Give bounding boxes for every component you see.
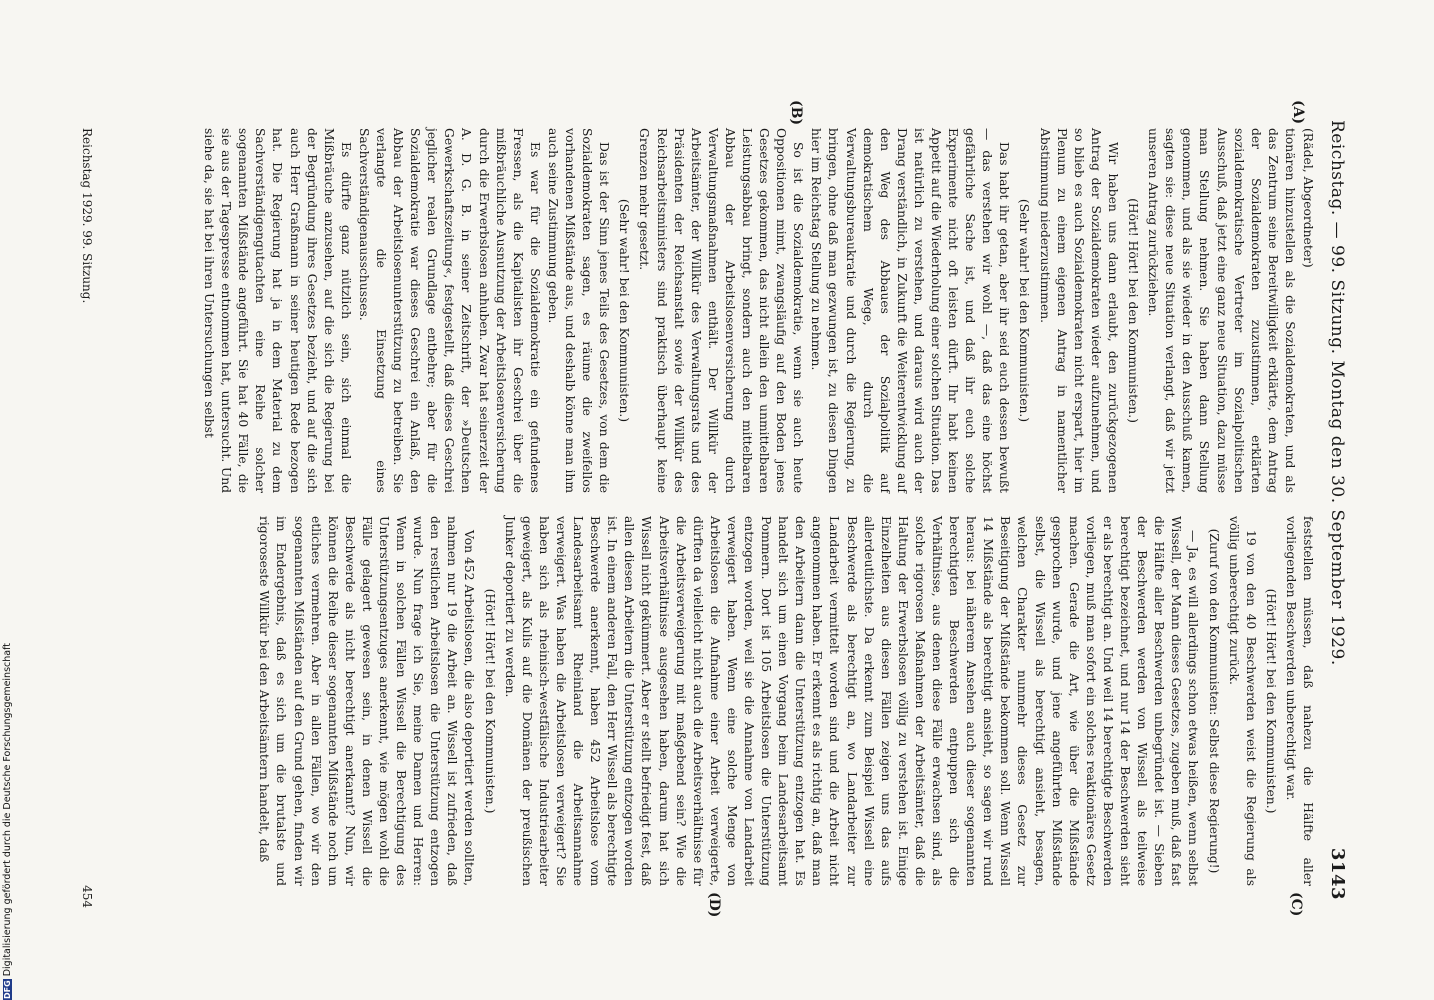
interjection: (Hört! Hört! bei den Kommunisten.) <box>1263 588 1278 814</box>
paragraph: 19 von den 40 Beschwerden weist die Regierung als völlig unberechtigt zurück. <box>1226 516 1258 886</box>
paragraph: Das habt ihr getan, aber ihr seid euch dessen bewußt — das verstehen wir wohl —, daß das eine höchst gefährliche Sache ist, und daß ihr euch solche Experimente nicht oft leisten dürft. Ihr habt keinen Appetit auf die Wiederholung einer solchen Situation. Das ist natürlich zu verstehen, und daraus wird auch der Drang verständlich, in Zukunft die Weiterentwicklung auf den Weg des Abbaues der Sozialpolitik auf demokratischem Wege, durch die Verwaltungsbureaukratie und durch die Regierung, zu bringen, ohne daß man gezwungen ist, zu diesen Dingen hier im Reichstag Stellung zu nehmen. <box>809 128 1012 493</box>
paragraph: Das ist der Sinn jenes Teils des Gesetzes, von dem die Sozialdemokraten sagen, es räume die zweifellos vorhandenen Mißstände aus, und deshalb könne man ihm auch seine Zustimmung geben. <box>545 128 612 493</box>
paragraph: tionären hinzustellen als die Sozialdemokraten, und als das Zentrum seine Bereitwilligkeit erklärte, dem Antrag der Sozialdemokraten zuzustimmen, erklärten sozialdemokratische Vertreter im Sozialpolitischen Ausschuß, daß jetzt eine ganz neue Situation, dazu müsse man Stellung nehmen. Sie haben dann Stellung genommen, und als sie wieder in den Ausschuß kamen, sagten sie: diese neue Situation verlangt, daß wir jetzt unseren Antrag zurückziehen. <box>1146 128 1297 493</box>
page-number: 3143 <box>1327 847 1348 900</box>
header-title: Reichstag. — 99. Sitzung. Montag den 30. September 1929. <box>1327 120 1347 666</box>
margin-marker-a: (A) <box>1290 100 1306 125</box>
interjection: (Sehr wahr! bei den Kommunisten.) <box>1017 198 1032 423</box>
paragraph: — Ja, es will allerdings schon etwas heißen, wenn selbst Wissell, der Mann dieses Gesetzes, zugeben muß, daß fast die Hälfte aller Beschwerden unbegründet ist. — Sieben der Beschwerden werden von Wissell als teilweise berechtigt bezeichnet, und nur 14 der Beschwerden sieht er als berechtigt an. Und weil 14 berechtigte Beschwerden vorliegen, muß man sofort ein solches reaktionäres Gesetz machen. Gerade die Art, wie über die Mißstände gesprochen wurde, und jene angeführten Mißstände selbst, die Wissell als berechtigt ansieht, besagen, welchen Charakter nunmehr dieses Gesetz zur Beseitigung der Mißstände bekommen soll. Wenn Wissell 14 Mißstände als berechtigt ansieht, so sagen wir rund heraus: bei näherem Ansehen auch dieser sogenannten berechtigten Beschwerden entpuppen sich die Verhältnisse, aus denen diese Fälle erwachsen sind, als solche rigorosen Maßnahmen der Arbeitsämter, daß die Haltung der Erwerbslosen völlig zu verstehen ist. Einige Einzelheiten aus diesen Fällen zeigen uns das aufs allerdeutlichste. Da erkennt zum Beispiel Wissell eine Beschwerde als berechtigt an, wo Landarbeiter zur Landarbeit vermittelt worden sind und die Arbeit nicht angenommen haben. Er erkennt es als richtig an, daß man den Arbeitern dann die Unterstützung entzogen hat. Es handelt sich um einen Vorgang beim Landesarbeitsamt Pommern. Dort ist 105 Arbeitslosen die Unterstützung entzogen worden, weil sie die Annahme von Landarbeit verweigert haben. Wenn eine solche Menge von Arbeitslosen die Aufnahme einer Arbeit verweigerte, dürften da vielleicht nicht auch die Arbeitsverhältnisse für die Arbeitsverweigerung mit maßgebend sein? Wie die Arbeitsverhältnisse ausgesehen haben, darum hat sich Wissell nicht gekümmert. Aber er stellt befriedigt fest, daß allen diesen Arbeitern die Unterstützung entzogen worden ist. In einem anderen Fall, den Herr Wissell als berechtigte Beschwerde anerkennt, haben 452 Arbeitslose vom Landesarbeitsamt Rheinland die Arbeitsannahme verweigert. Was haben die Arbeitslosen verweigert? Sie haben sich als rheinisch-westfälische Industriearbeiter geweigert, als Kulis auf die Domänen der preußischen Junker deportiert zu werden. <box>502 516 1201 886</box>
running-header <box>1327 120 1348 900</box>
paragraph: Wir haben uns dann erlaubt, den zurückgezogenen Antrag der Sozialdemokraten wieder aufzunehmen, und so blieb es auch Sozialdemokraten nicht erspart, hier im Plenum zu einem eigenen Antrag in namentlicher Abstimmung niederzustimmen. <box>1037 128 1120 493</box>
speaker-attribution: (Rädel, Abgeordneter) <box>1301 128 1315 268</box>
interjection: (Hört! Hört! bei den Kommunisten.) <box>482 588 497 814</box>
page-footer <box>80 128 94 908</box>
footer-sheet-number: 454 <box>80 885 94 908</box>
right-text-column <box>254 516 1316 886</box>
margin-marker-d: (D) <box>706 892 722 918</box>
paragraph: Von 452 Arbeitslosen, die also deportiert werden sollten, nahmen nur 19 die Arbeit an. Wissell ist zufrieden, daß den restlichen Arbeitslosen die Unterstützung entzogen wurde. Nun frage ich Sie, meine Damen und Herren: Wenn in solchen Fällen Wissell die Berechtigung des Unterstützungsentzuges anerkennt, wie mögen wohl die Fälle gelagert gewesen sein, in denen Wissell die Beschwerde als nicht berechtigt anerkannt? Nun, wir können die Reihe dieser sogenannten Mißstände noch um etliches vermehren. Aber in allen Fällen, wo wir den sogenannten Mißständen auf den Grund gehen, finden wir im Endergebnis, daß es sich um die brutalste und rigoroseste Willkür bei den Arbeitsämtern handelt, daß <box>257 516 477 886</box>
margin-marker-c: (C) <box>1288 892 1304 917</box>
interjection: (Sehr wahr! bei den Kommunisten.) <box>617 198 632 423</box>
margin-marker-b: (B) <box>788 100 804 126</box>
interjection: (Zuruf von den Kommunisten: Selbst diese Regierung!) <box>1206 528 1221 874</box>
digitization-credit <box>2 608 16 1000</box>
dfg-logo-icon: DFG <box>3 980 12 999</box>
credit-text: Digitalisierung gefördert durch die Deutsche Forschungsgemeinschaft <box>2 642 13 977</box>
footer-session: Reichstag 1929. 99. Sitzung. <box>80 128 94 304</box>
paragraph: Es war für die Sozialdemokratie ein gefundenes Fressen, als die Kapitalisten ihr Geschrei über die mißbräuchliche Ausnutzung der Arbeitslosenversicherung durch die Erwerbslosen anhuben. Zwar hat seinerzeit der A. D. G. B. in seiner Zeitschrift, der »Deutschen Gewerkschaftszeitung«, festgestellt, daß dieses Geschrei jeglicher realen Grundlage entbehre; aber für die Sozialdemokratie war dieses Geschrei ein Anlaß, den Abbau der Arbeitslosenunterstützung zu betreiben. Sie verlangte die Einsetzung eines Sachverständigenausschusses. <box>356 128 542 493</box>
interjection: (Hört! Hört! bei den Kommunisten.) <box>1126 198 1141 423</box>
paragraph: feststellen müssen, daß nahezu die Hälfte aller vorliegenden Beschwerden unberechtigt war. <box>1283 516 1315 886</box>
paragraph: Es dürfte ganz nützlich sein, sich einmal die Mißbräuche anzusehen, auf die sich die Regierung bei der Begründung ihres Gesetzes bezieht, und auf die sich auch Herr Graßmann in seiner heutigen Rede bezogen hat. Die Regierung hat ja in dem Material zu dem Sachverständigengutachten eine Reihe solcher sogenannten Mißstände angeführt. Sie hat 40 Fälle, die sie aus der Tagespresse entnommen hat, untersucht. Und siehe da, sie hat bei ihren Untersuchungen selbst <box>202 128 353 493</box>
left-text-column <box>199 128 1316 493</box>
paragraph: So ist die Sozialdemokratie, wenn sie auch heute Oppositionen mimt, zwangsläufig auf den Boden jenes Gesetzes gekommen, das nicht allein den unmittelbaren Leistungsabbau bringt, sondern auch den mittelbaren Abbau der Arbeitslosenversicherung durch Verwaltungsmaßnahmen enthält. Der Willkür der Arbeitsämter, der Willkür des Verwaltungsrats und des Präsidenten der Reichsanstalt sowie der Willkür des Reichsarbeitsministers sind praktisch überhaupt keine Grenzen mehr gesetzt. <box>637 128 806 493</box>
